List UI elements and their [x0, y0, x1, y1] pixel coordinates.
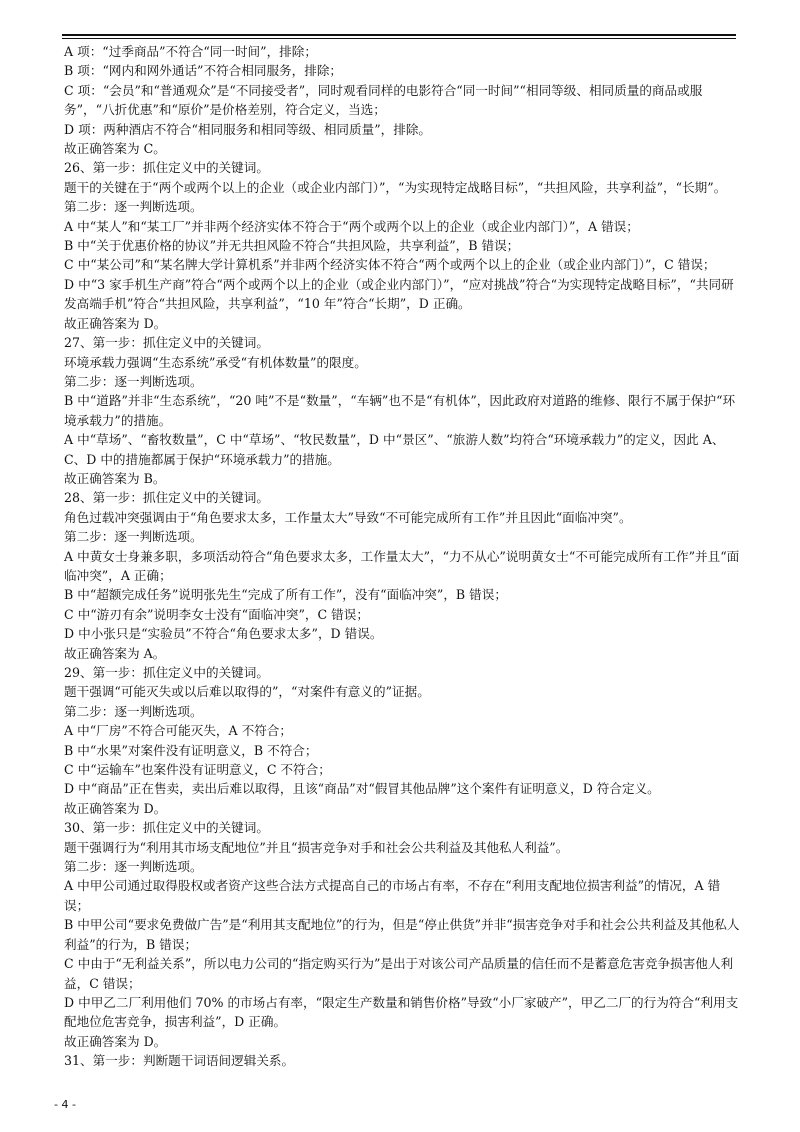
text-line: D 项：两种酒店不符合“相同服务和相同等级、相同质量”，排除。 [64, 121, 432, 137]
text-line: A 中“草场”、“畜牧数量”，C 中“草场”、“牧民数量”，D 中“景区”、“旅游人数”均符合“环境承载力”的定义，因此 A、C、D 中的措施都属于保护“环境承载力”的措施。 [64, 432, 725, 467]
text-line: D 中“3 家手机生产商”符合“两个或两个以上的企业（或企业内部门）”，“应对挑战”符合“为实现特定战略目标”，“共同研发高端手机”符合“共担风险，共享利益”，“10 年”符合“长期”，D 正确。 [64, 276, 734, 312]
text-line: 故正确答案为 D。 [64, 1033, 167, 1049]
text-line: B 项：“网内和网外通话”不符合相同服务，排除； [64, 63, 343, 79]
text-line: 故正确答案为 A。 [64, 645, 166, 661]
text-line: 题干的关键在于“两个或两个以上的企业（或企业内部门）”，“为实现特定战略目标”，“共担风险，共享利益”，“长期”。 [64, 179, 727, 195]
text-line: 角色过载冲突强调由于“角色要求太多，工作量太大”导致“不可能完成所有工作”并且因此“面临冲突”。 [64, 509, 632, 525]
text-line: 第二步：逐一判断选项。 [64, 373, 203, 389]
question-heading: 28、第一步：抓住定义中的关键词。 [64, 490, 269, 506]
text-line: D 中小张只是“实验员”不符合“角色要求太多”，D 错误。 [64, 626, 383, 642]
text-line: 第二步：逐一判断选项。 [64, 859, 203, 875]
text-line: C 项：“会员”和“普通观众”是“不同接受者”，同时观看同样的电影符合“同一时间”“相同等级、相同质量的商品或服务”，“八折优惠”和“原价”是价格差别，符合定义，当选； [64, 82, 703, 118]
header-rule [62, 34, 736, 36]
text-line: 第二步：逐一判断选项。 [64, 199, 203, 215]
text-line: A 中黄女士身兼多职，多项活动符合“角色要求太多，工作量太大”，“力不从心”说明黄女士“不可能完成所有工作”并且“面临冲突”，A 正确； [64, 548, 740, 583]
text-line: C 中“运输车”也案件没有证明意义，C 不符合； [64, 762, 331, 778]
text-line: 题干强调“可能灭失或以后难以取得的”，“对案件有意义的”证据。 [64, 684, 430, 700]
text-line: 故正确答案为 C。 [64, 141, 166, 157]
text-line: B 中“关于优惠价格的协议”并无共担风险不符合“共担风险，共享利益”，B 错误； [64, 238, 520, 254]
question-heading: 27、第一步：抓住定义中的关键词。 [64, 335, 269, 351]
text-line: 故正确答案为 D。 [64, 800, 167, 816]
text-line: 故正确答案为 B。 [64, 470, 166, 486]
page-number: - 4 - [54, 1098, 76, 1111]
text-line: B 中“超额完成任务”说明张先生“完成了所有工作”，没有“面临冲突”，B 错误； [64, 587, 507, 603]
text-line: D 中“商品”正在售卖，卖出后难以取得，且该“商品”对“假冒其他品牌”这个案件有证明意义，D 符合定义。 [64, 781, 660, 797]
question-heading: 29、第一步：抓住定义中的关键词。 [64, 665, 269, 680]
text-line: 故正确答案为 D。 [64, 315, 167, 331]
text-line: A 中甲公司通过取得股权或者资产这些合法方式提高自己的市场占有率，不存在“利用支配地位损害利益”的情况，A 错误； [64, 878, 721, 913]
text-line: 题干强调行为“利用其市场支配地位”并且“损害竞争对手和社会公共利益及其他私人利益”。 [64, 839, 569, 855]
question-heading: 30、第一步：抓住定义中的关键词。 [64, 820, 269, 836]
header-rule-thin [62, 38, 736, 39]
text-line: B 中“道路”并非“生态系统”，“20 吨”不是“数量”，“车辆”也不是“有机体”，因此政府对道路的维修、限行不属于保护“环境承载力”的措施。 [64, 393, 736, 428]
text-line: 环境承载力强调“生态系统”承受“有机体数量”的限度。 [64, 354, 367, 370]
text-line: A 中“厂房”不符合可能灭失，A 不符合； [64, 723, 292, 739]
question-heading: 31、第一步：判断题干词语间逻辑关系。 [64, 1053, 295, 1069]
question-heading: 26、第一步：抓住定义中的关键词。 [64, 160, 269, 176]
text-line: A 项：“过季商品”不符合“同一时间”，排除； [64, 44, 317, 59]
text-line: C 中“某公司”和“某名牌大学计算机系”并非两个经济实体不符合“两个或两个以上的企业（或企业内部门）”，C 错误； [64, 257, 716, 273]
text-line: 第二步：逐一判断选项。 [64, 703, 203, 719]
text-line: A 中“某人”和“某工厂”并非两个经济实体不符合于“两个或两个以上的企业（或企业内部门）”，A 错误； [64, 218, 639, 234]
answer-explanation-body [64, 42, 740, 1071]
text-line: B 中甲公司“要求免费做广告”是“利用其支配地位”的行为，但是“停止供货”并非“损害竞争对手和社会公共利益及其他私人利益”的行为，B 错误； [64, 917, 740, 952]
text-line: C 中由于“无利益关系”，所以电力公司的“指定购买行为”是出于对该公司产品质量的信任而不是蓄意危害竞争损害他人利益，C 错误； [64, 956, 734, 991]
text-line: 第二步：逐一判断选项。 [64, 529, 203, 545]
text-line: D 中甲乙二厂利用他们 70% 的市场占有率，“限定生产数量和销售价格”导致“小厂家破产”，甲乙二厂的行为符合“利用支配地位危害竞争，损害利益”，D 正确。 [64, 994, 739, 1030]
text-line: C 中“游刃有余”说明李女士没有“面临冲突”，C 错误； [64, 606, 369, 622]
text-line: B 中“水果”对案件没有证明意义，B 不符合； [64, 742, 318, 758]
